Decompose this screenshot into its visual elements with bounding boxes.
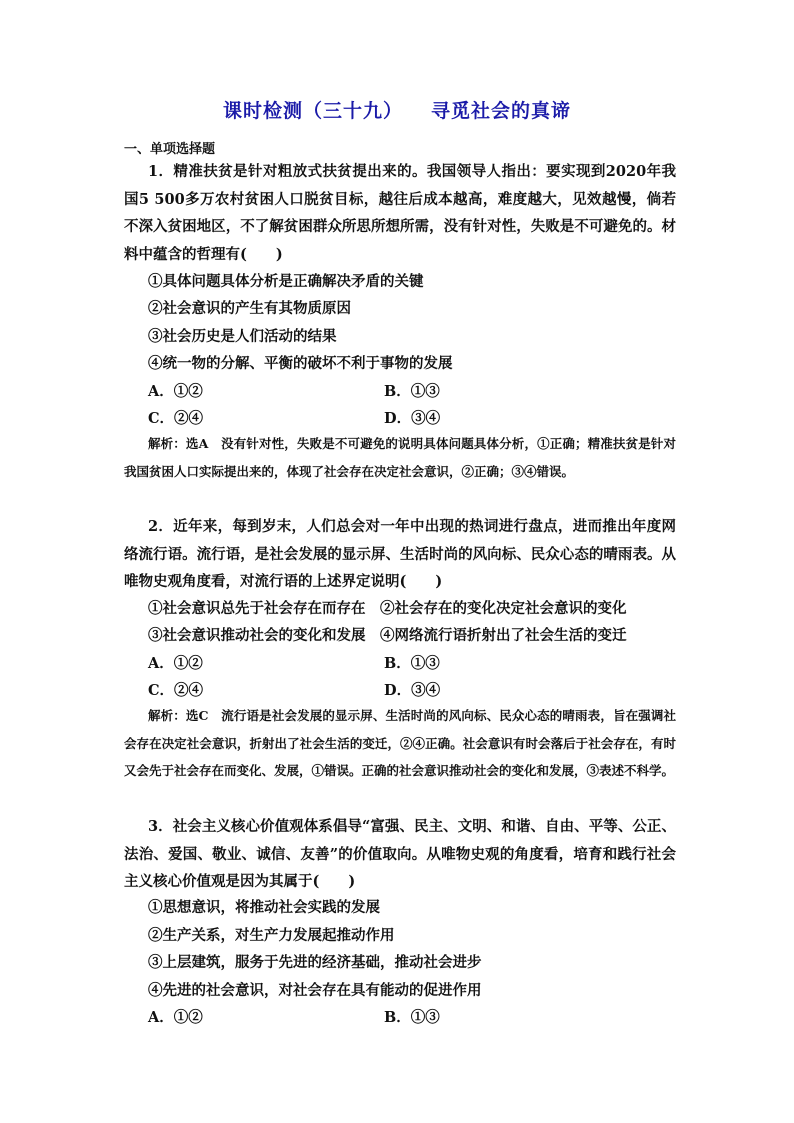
question-1-option-3: ③社会历史是人们活动的结果: [148, 328, 337, 345]
question-1-choice-a: A．①②: [148, 383, 203, 400]
question-3-option-3: ③上层建筑，服务于先进的经济基础，推动社会进步: [148, 954, 482, 971]
question-2-choice-a: A．①②: [148, 655, 203, 672]
question-2-choice-c: C．②④: [148, 682, 204, 699]
question-1-explanation: [124, 430, 676, 485]
section-heading: 一、单项选择题: [124, 142, 216, 157]
question-3-choice-a: A．①②: [148, 1009, 203, 1026]
page-title: [0, 96, 794, 123]
question-2-option-row-1: ①社会意识总先于社会存在而存在 ②社会存在的变化决定社会意识的变化: [148, 600, 627, 617]
question-1-choice-d: D．③④: [384, 410, 441, 427]
question-1-choice-b: B．①③: [384, 383, 440, 400]
question-2-choice-b: B．①③: [384, 655, 440, 672]
question-2-stem: 2．近年来，每到岁末，人们总会对一年中出现的热词进行盘点，进而推出年度网络流行语。流行语，是社会发展的显示屏、生活时尚的风向标、民众心态的晴雨表。从唯物史观角度看，对流行语的上述界定说明( ): [124, 518, 676, 590]
question-1-option-4: ④统一物的分解、平衡的破坏不利于事物的发展: [148, 355, 453, 372]
question-1-explanation-lead: 解析：选A: [148, 436, 209, 451]
question-2-choice-d: D．③④: [384, 682, 441, 699]
question-1-option-1: ①具体问题具体分析是正确解决矛盾的关键: [148, 273, 424, 290]
question-1-stem: 1．精准扶贫是针对粗放式扶贫提出来的。我国领导人指出：要实现到2020年我国5 500多万农村贫困人口脱贫目标，越往后成本越高，难度越大，见效越慢，倘若不深入贫困地区，不了解贫困群众所思所想所需，没有针对性，失败是不可避免的。材料中蕴含的哲理有( ): [124, 163, 676, 263]
question-2-explanation: [124, 702, 676, 785]
question-1-explanation-text: 没有针对性，失败是不可避免的说明具体问题具体分析，①正确；精准扶贫是针对我国贫困人口实际提出来的，体现了社会存在决定社会意识，②正确；③④错误。: [124, 436, 676, 479]
title-sub: 寻觅社会的真谛: [431, 100, 572, 122]
question-3-option-1: ①思想意识，将推动社会实践的发展: [148, 899, 380, 916]
question-2-explanation-lead: 解析：选C: [148, 708, 209, 723]
question-1-choice-c: C．②④: [148, 410, 204, 427]
title-main: 课时检测（三十九）: [222, 100, 403, 122]
question-2-explanation-text: 流行语是社会发展的显示屏、生活时尚的风向标、民众心态的晴雨表，旨在强调社会存在决定社会意识，折射出了社会生活的变迁，②④正确。社会意识有时会落后于社会存在，有时又会先于社会存在而变化、发展，①错误。正确的社会意识推动社会的变化和发展，③表述不科学。: [124, 708, 676, 778]
question-3-option-4: ④先进的社会意识，对社会存在具有能动的促进作用: [148, 982, 482, 999]
question-3-option-2: ②生产关系，对生产力发展起推动作用: [148, 927, 395, 944]
question-1-option-2: ②社会意识的产生有其物质原因: [148, 300, 351, 317]
question-2-option-row-2: ③社会意识推动社会的变化和发展 ④网络流行语折射出了社会生活的变迁: [148, 627, 627, 644]
question-3-choice-b: B．①③: [384, 1009, 440, 1026]
question-3-stem: 3．社会主义核心价值观体系倡导“富强、民主、文明、和谐、自由、平等、公正、法治、爱国、敬业、诚信、友善”的价值取向。从唯物史观的角度看，培育和践行社会主义核心价值观是因为其属于( ): [124, 818, 676, 890]
